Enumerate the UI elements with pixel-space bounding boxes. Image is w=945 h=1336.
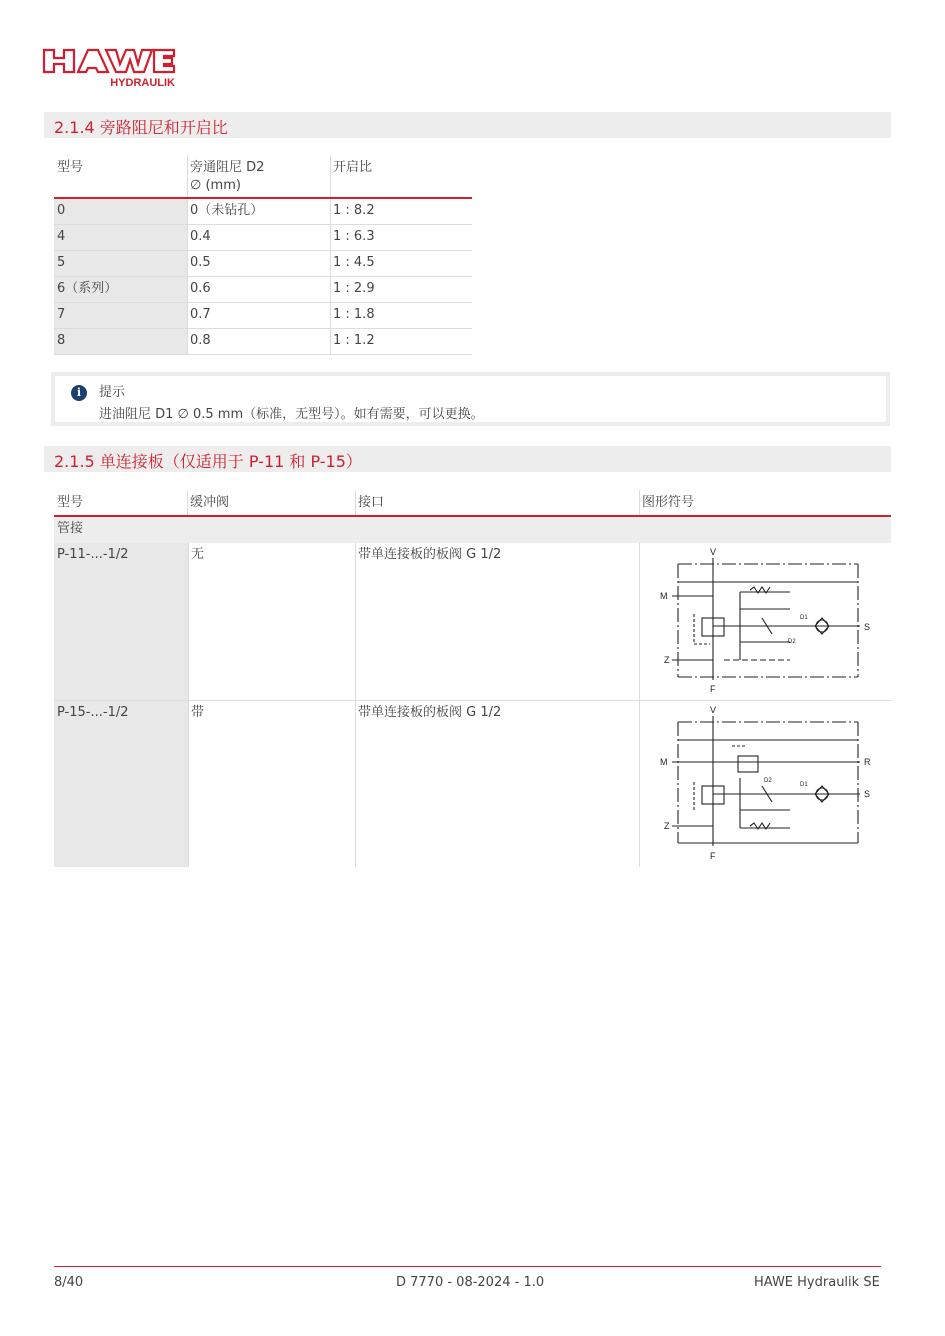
col-divider (330, 155, 331, 355)
port-label-m: M (660, 591, 668, 601)
table-header-rule (54, 197, 472, 199)
header-symbol: 图形符号 (642, 495, 695, 510)
table-cell: 带单连接板的板阀 G 1/2 (358, 547, 502, 562)
header-bypass-unit: ∅ (mm) (190, 178, 241, 193)
document-id: D 7770 - 08-2024 - 1.0 (396, 1275, 545, 1290)
note-box (51, 372, 890, 426)
table-cell: 0（未钻孔） (190, 203, 264, 218)
table-cell: 8 (57, 333, 66, 348)
group-label: 管接 (57, 521, 84, 536)
col-divider (187, 490, 188, 516)
table-cell: 0.6 (190, 281, 211, 296)
port-label-m: M (660, 757, 668, 767)
table-cell: 1 : 2.9 (333, 281, 375, 296)
port-label-s: S (864, 622, 871, 632)
col-divider (355, 543, 356, 867)
hydraulic-symbol-p15 (650, 702, 880, 864)
row-divider (54, 276, 472, 277)
row-divider (54, 224, 472, 225)
table-cell: 7 (57, 307, 66, 322)
table-cell: 0 (57, 203, 66, 218)
table-cell: 1 : 1.2 (333, 333, 375, 348)
row-divider (54, 302, 472, 303)
row-divider (54, 250, 472, 251)
section-title: 2.1.4 旁路阻尼和开启比 (54, 118, 228, 137)
table-cell: 带单连接板的板阀 G 1/2 (358, 705, 502, 720)
note-title: 提示 (99, 385, 126, 400)
section-title: 2.1.5 单连接板（仅适用于 P-11 和 P-15） (54, 452, 362, 471)
table-cell: 0.5 (190, 255, 211, 270)
table-cell: 1 : 6.3 (333, 229, 375, 244)
orifice-label-d1: D1 (800, 615, 808, 621)
header-ratio: 开启比 (333, 160, 373, 175)
col-divider (639, 543, 640, 867)
header-bypass: 旁通阻尼 D2 (190, 160, 265, 175)
port-label-f: F (710, 851, 716, 861)
table-cell: 无 (191, 547, 205, 562)
footer-rule (54, 1266, 881, 1267)
table-cell: 0.8 (190, 333, 211, 348)
port-label-f: F (710, 684, 716, 694)
header-port: 接口 (358, 495, 385, 510)
table-cell: 1 : 1.8 (333, 307, 375, 322)
table-cell: 带 (191, 705, 205, 720)
port-label-r: R (864, 757, 871, 767)
table-cell: 5 (57, 255, 66, 270)
section-heading-bypass (44, 112, 891, 138)
table-cell: 0.7 (190, 307, 211, 322)
row-divider (54, 700, 891, 701)
row-divider (54, 328, 472, 329)
table-cell: 0.4 (190, 229, 211, 244)
col-divider (355, 490, 356, 516)
table-cell: 6（系列） (57, 281, 118, 296)
hydraulic-symbol-p11 (650, 544, 880, 696)
orifice-label-d2: D2 (764, 778, 772, 784)
col-divider (188, 543, 189, 867)
table-cell: 1 : 4.5 (333, 255, 375, 270)
port-label-s: S (864, 789, 871, 799)
port-label-z: Z (664, 821, 670, 831)
company-name: HAWE Hydraulik SE (754, 1275, 880, 1290)
header-model: 型号 (57, 495, 84, 510)
col-divider (187, 155, 188, 355)
orifice-label-d2: D2 (788, 639, 796, 645)
first-column-shade (54, 199, 187, 355)
table-cell: 1 : 8.2 (333, 203, 375, 218)
row-divider (54, 354, 472, 355)
section-heading-plate (44, 446, 891, 472)
port-label-v: V (710, 705, 717, 715)
orifice-label-d1: D1 (800, 782, 808, 788)
table-cell: P-11-...-1/2 (57, 547, 129, 562)
svg-text:HYDRAULIK: HYDRAULIK (110, 77, 175, 89)
table-cell: P-15-...-1/2 (57, 705, 129, 720)
port-label-z: Z (664, 655, 670, 665)
page-number: 8/40 (54, 1275, 84, 1290)
header-model: 型号 (57, 160, 84, 175)
note-text: 进油阻尼 D1 ∅ 0.5 mm（标准，无型号）。如有需要，可以更换。 (99, 407, 484, 422)
info-icon: i (71, 385, 87, 401)
table-cell: 4 (57, 229, 66, 244)
header-damper: 缓冲阀 (190, 495, 230, 510)
hawe-logo (42, 44, 176, 92)
col-divider (639, 490, 640, 516)
group-row (54, 517, 891, 543)
port-label-v: V (710, 547, 717, 557)
